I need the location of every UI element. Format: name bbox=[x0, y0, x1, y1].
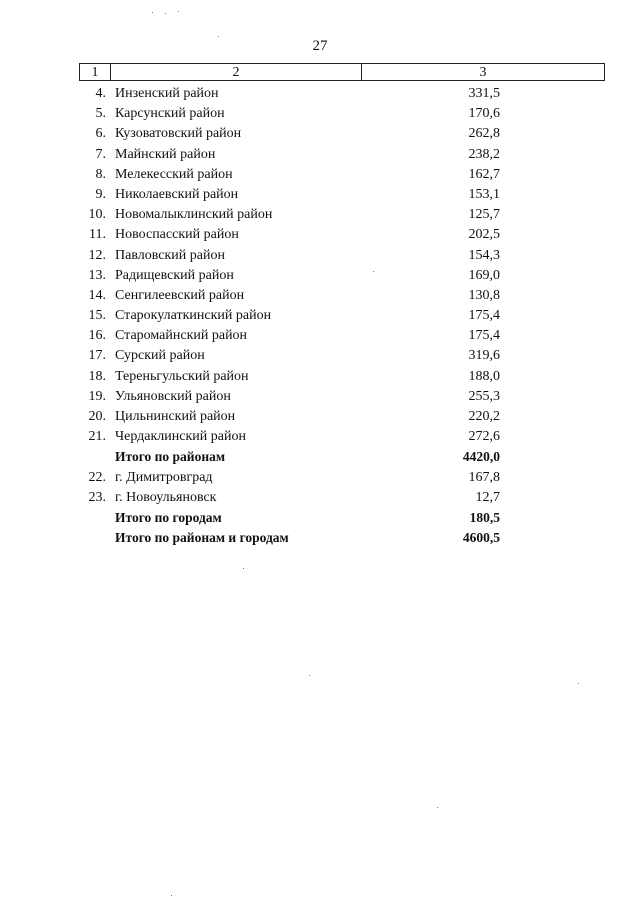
row-number: 16. bbox=[88, 328, 106, 344]
row-value: 319,6 bbox=[468, 348, 500, 364]
row-name: Чердаклинский район bbox=[115, 429, 246, 445]
row-value: 4420,0 bbox=[462, 449, 500, 465]
table-row bbox=[0, 165, 640, 185]
row-number: 6. bbox=[95, 126, 106, 142]
row-name: Николаевский район bbox=[115, 186, 239, 202]
row-number: 21. bbox=[88, 429, 106, 445]
table-row bbox=[0, 488, 640, 508]
table-row bbox=[0, 407, 640, 427]
row-value: 255,3 bbox=[468, 388, 500, 404]
row-number: 22. bbox=[88, 469, 106, 485]
row-value: 169,0 bbox=[468, 267, 500, 283]
row-name: Сенгилеевский район bbox=[115, 287, 245, 303]
total-row bbox=[0, 447, 640, 467]
total-row bbox=[0, 508, 640, 528]
row-number: 8. bbox=[95, 166, 106, 182]
table-row bbox=[0, 427, 640, 447]
row-name: Инзенский район bbox=[115, 86, 219, 101]
row-number: 12. bbox=[88, 247, 106, 263]
row-value: 175,4 bbox=[468, 328, 500, 344]
row-number: 5. bbox=[95, 106, 106, 122]
table-row bbox=[0, 266, 640, 286]
row-number: 7. bbox=[95, 146, 106, 162]
row-number: 15. bbox=[88, 308, 106, 324]
table-row bbox=[0, 306, 640, 326]
row-value: 180,5 bbox=[469, 509, 500, 525]
row-number: 17. bbox=[88, 348, 106, 364]
table-row bbox=[0, 205, 640, 225]
row-value: 238,2 bbox=[468, 146, 500, 162]
row-number: 9. bbox=[95, 186, 106, 202]
row-name: Новомалыклинский район bbox=[115, 207, 273, 223]
total-row bbox=[0, 528, 640, 548]
table-header bbox=[79, 63, 605, 81]
row-number: 23. bbox=[88, 489, 106, 505]
row-value: 162,7 bbox=[468, 166, 500, 182]
row-value: 175,4 bbox=[468, 308, 500, 324]
row-number: 4. bbox=[95, 86, 106, 101]
page-number: 27 bbox=[312, 38, 328, 54]
row-name: Майнский район bbox=[115, 146, 216, 162]
row-name: Карсунский район bbox=[115, 106, 225, 122]
row-name: Новоспасский район bbox=[115, 227, 239, 243]
row-number: 19. bbox=[88, 388, 106, 404]
row-number: 18. bbox=[88, 368, 106, 384]
row-value: 220,2 bbox=[468, 409, 500, 424]
table-body bbox=[0, 84, 640, 548]
header-col-2: 2 bbox=[111, 64, 362, 81]
row-value: 153,1 bbox=[468, 186, 500, 202]
row-number: 14. bbox=[88, 287, 106, 303]
row-name: Радищевский район bbox=[115, 267, 234, 283]
row-value: 331,5 bbox=[468, 86, 500, 101]
row-number: 13. bbox=[88, 267, 106, 283]
row-name: Старокулаткинский район bbox=[115, 308, 272, 324]
table-row bbox=[0, 387, 640, 407]
table-row bbox=[0, 145, 640, 165]
row-name: Тереньгульский район bbox=[115, 368, 249, 384]
table-row bbox=[0, 246, 640, 266]
row-name: Мелекесский район bbox=[115, 166, 233, 182]
table-row bbox=[0, 326, 640, 346]
row-value: 188,0 bbox=[468, 368, 500, 384]
row-value: 170,6 bbox=[468, 106, 500, 122]
row-value: 12,7 bbox=[475, 489, 500, 505]
row-name: Сурский район bbox=[115, 348, 205, 364]
row-value: 154,3 bbox=[468, 247, 500, 263]
row-name: Цильнинский район bbox=[115, 409, 236, 424]
row-value: 125,7 bbox=[468, 207, 500, 223]
row-name: Итого по городам bbox=[115, 509, 222, 525]
row-name: Старомайнский район bbox=[115, 328, 248, 344]
table-row bbox=[0, 225, 640, 245]
table-row bbox=[0, 124, 640, 144]
row-value: 272,6 bbox=[468, 429, 500, 445]
row-number: 11. bbox=[89, 227, 106, 243]
row-name: Итого по районам bbox=[115, 449, 226, 465]
table-row bbox=[0, 286, 640, 306]
row-value: 4600,5 bbox=[462, 530, 500, 546]
row-name: г. Новоульяновск bbox=[115, 489, 217, 505]
row-name: Ульяновский район bbox=[115, 388, 231, 404]
row-value: 167,8 bbox=[468, 469, 500, 485]
table-row bbox=[0, 346, 640, 366]
row-name: г. Димитровград bbox=[115, 469, 213, 485]
table-row bbox=[0, 468, 640, 488]
row-name: Павловский район bbox=[115, 247, 225, 263]
table-row bbox=[0, 185, 640, 205]
row-name: Кузоватовский район bbox=[115, 126, 242, 142]
row-value: 202,5 bbox=[468, 227, 500, 243]
row-number: 10. bbox=[88, 207, 106, 223]
table-row bbox=[0, 104, 640, 124]
header-col-3: 3 bbox=[362, 64, 605, 81]
table-row bbox=[0, 84, 640, 104]
row-value: 262,8 bbox=[468, 126, 500, 142]
row-value: 130,8 bbox=[468, 287, 500, 303]
row-name: Итого по районам и городам bbox=[115, 530, 289, 546]
header-col-1: 1 bbox=[80, 64, 111, 81]
table-row bbox=[0, 367, 640, 387]
row-number: 20. bbox=[88, 409, 106, 424]
